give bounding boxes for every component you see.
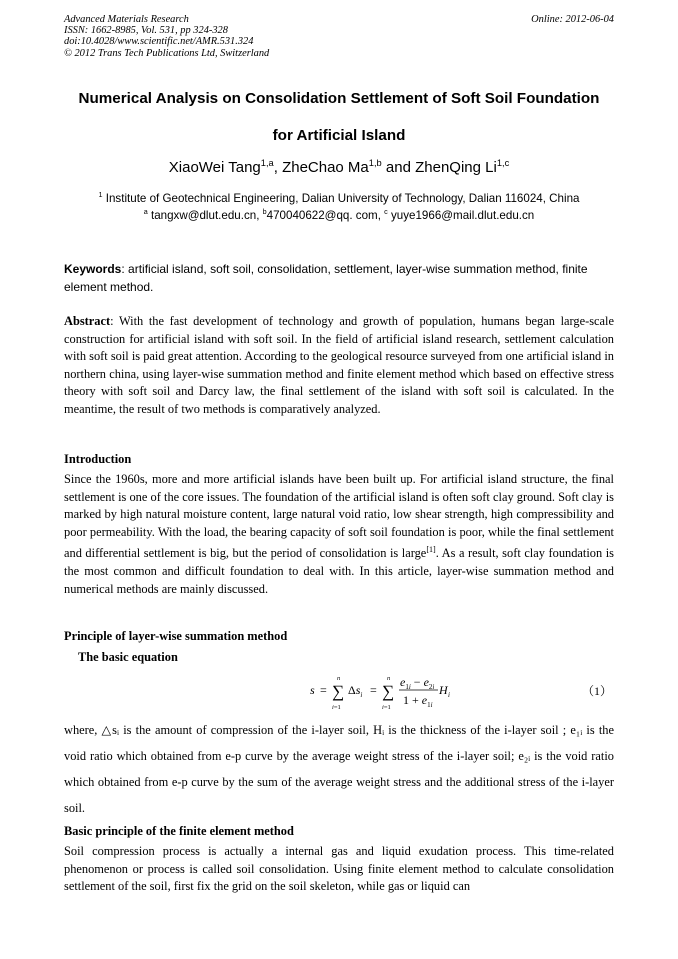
svg-text:i=1: i=1 (332, 704, 341, 711)
author-sup: 1,c (496, 158, 510, 168)
svg-text:i=1: i=1 (382, 704, 391, 711)
email-link[interactable]: 470040622@qq. com (266, 208, 378, 222)
affiliation-sup: 1 (98, 190, 103, 199)
svg-text:H: H (439, 683, 448, 697)
equation-number: （1） (582, 684, 613, 698)
svg-text:e1i − e2i: $e_1i - e_2i$ (400, 675, 435, 691)
layerwise-heading: Principle of layer-wise summation method (64, 629, 288, 643)
author-name: XiaoWei Tang (168, 159, 261, 176)
intro-text-2: . As a result, soft clay foundation is the most common and difficult foundation to deal with. In this article, layer-wise summation method and numerical methods are mainly discussed. (64, 546, 614, 596)
affiliation (0, 190, 678, 205)
keywords: Keywords: artificial island, soft soil, consolidation, settlement, layer-wise summation method, finite element method. (64, 262, 588, 294)
intro-paragraph (64, 471, 614, 598)
svg-text:∑: ∑ (382, 682, 395, 701)
where-paragraph: where, △sᵢ is the amount of compression of the i-layer soil, Hᵢ is the thickness of the i-layer soil ; e₁ᵢ is the void ratio which obtained from e-p curve by the average weight stress of the i-layer soil; e₂ᵢ is the void ratio which obtained from e-p curve by the sum of the average weight stress and the additional stress of the i-layer soil. (64, 723, 614, 815)
copyright-line: © 2012 Trans Tech Publications Ltd, Switzerland (64, 47, 270, 59)
svg-text:∑: ∑ (332, 682, 345, 701)
author-name: ZheChao Ma (282, 159, 369, 176)
affiliation-text: Institute of Geotechnical Engineering, Dalian University of Technology, Dalian 116024, China (105, 191, 580, 205)
online-date: Online: 2012-06-04 (531, 14, 614, 25)
email-sup: a (143, 207, 148, 216)
intro-heading: Introduction (64, 452, 132, 466)
intro-text-1: Since the 1960s, more and more artificial islands have been built up. For artificial island structure, the final settlement is one of the core issues. The foundation of the artificial island is often soft clay ground. Soft clay is marked by high natural moisture content, large natural void ratio, low shear strength, high compressibility and poor permeability. With the load, the bearing capacity of soft soil foundation is poor, while the final settlement and differential settlement is big, but the period of consolidation is large (64, 472, 614, 561)
keywords-text: artificial island, soft soil, consolidation, settlement, layer-wise summation method, finite element method. (64, 262, 588, 294)
keywords-label: Keywords (64, 262, 122, 276)
citation-ref[interactable]: [1] (426, 545, 436, 555)
equation-1 (310, 667, 470, 713)
svg-text:=: = (320, 683, 327, 697)
fem-paragraph: Soil compression process is actually a internal gas and liquid exudation process. This time-related phenomenon or process is called soil consolidation. Using finite element method to calculate consolidation settlement of the soil, first fix the grid on the soil skeleton, while gas or liquid can (64, 844, 614, 894)
svg-text:n: n (337, 675, 341, 682)
svg-text:s: s (310, 683, 315, 697)
fem-heading: Basic principle of the finite element method (64, 824, 294, 838)
issn-line: ISSN: 1662-8985, Vol. 531, pp 324-328 (64, 25, 228, 37)
basic-equation-heading: The basic equation (78, 650, 178, 664)
paper-title-line2: for Artificial Island (272, 127, 406, 144)
author-list: XiaoWei Tang$^{1,a}$, ZheChao Ma$^{1,b}$ and ZhenQing Li$^{1,c}$ (168, 158, 510, 176)
svg-text:1 + e1i: $1 + e_1i$ (403, 693, 433, 709)
paper-title-line1: Numerical Analysis on Consolidation Settlement of Soft Soil Foundation (78, 90, 600, 107)
email-link[interactable]: tangxw@dlut.edu.cn (150, 208, 257, 222)
svg-text:n: n (387, 675, 391, 682)
svg-text:=: = (370, 683, 377, 697)
author-name: ZhenQing Li (415, 159, 497, 176)
svg-text:i: i (448, 691, 450, 699)
author-sup: 1,b (368, 158, 382, 168)
email-list: $^a$ tangxw@dlut.edu.cn, $^b$470040622@qq. com, $^c$ yuye1966@mail.dlut.edu.cn (143, 207, 535, 222)
journal-name: Advanced Materials Research (64, 14, 189, 25)
email-link[interactable]: yuye1966@mail.dlut.edu.cn (390, 208, 535, 222)
abstract-label: Abstract (64, 314, 111, 328)
email-sup: b (262, 207, 267, 216)
svg-text:Δsi: $\Delta s_i$ (348, 683, 363, 699)
email-sup: c (384, 207, 388, 216)
abstract: Abstract: With the fast development of technology and growth of population, humans began large-scale construction for artificial island with soft soil. In the field of artificial island research, settlement calculation with soft soil is paid great attention. According to the geological resource surveyed from one artificial island in northern china, using layer-wise summation method and finite element method which based on effective stress theory with soft soil and Darcy law, the final settlement of the island with soft soil is calculated. In the meantime, the result of two methods is comparatively analyzed. (64, 314, 614, 416)
abstract-text: With the fast development of technology and growth of population, humans began large-scale construction for artificial island with soft soil. In the field of artificial island research, settlement calculation with soft soil is paid great attention. According to the geological resource surveyed from one artificial island in northern china, using layer-wise summation method and finite element method which based on effective stress theory with soft soil and Darcy law, the final settlement of the island with soft soil is calculated. In the meantime, the result of two methods is comparatively analyzed. (64, 314, 614, 416)
journal-header (64, 14, 269, 59)
author-sup: 1,a (260, 158, 274, 168)
doi-line: doi:10.4028/www.scientific.net/AMR.531.324 (64, 36, 254, 48)
